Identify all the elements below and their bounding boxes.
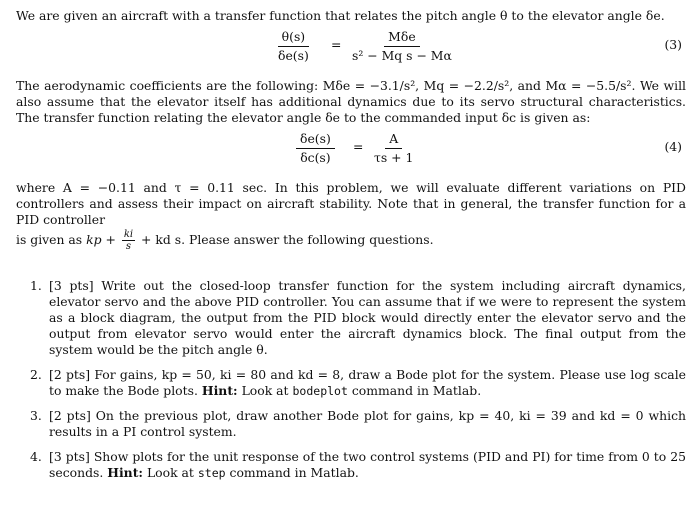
eq3-lhs-fraction: [274, 29, 313, 64]
question-1-marker: 1.: [30, 278, 42, 293]
pid-paragraph: [16, 180, 686, 228]
question-2-marker: 2.: [30, 367, 42, 382]
eq4-lhs-fraction: [296, 131, 335, 166]
question-1-text: Write out the closed-loop transfer function for the system including aircraft dynamics, elevator servo and the above PID controller. You can assume that if we were to represent the system as a block diagram, the output from the PID block would directly enter the elevator servo and the output from elevator servo would enter the aircraft dynamics block. The final output from the system would be the pitch angle θ.: [49, 278, 686, 357]
question-1: [16, 278, 686, 358]
eq4-rhs-denominator: τs + 1: [374, 150, 414, 165]
question-4-hint-code: step: [197, 466, 226, 480]
eq3-lhs-numerator: θ(s): [278, 29, 310, 47]
question-4-hint-pre: Look at: [146, 465, 194, 480]
eq3-lhs-denominator: δe(s): [278, 48, 309, 63]
intro-paragraph: We are given an aircraft with a transfer function that relates the pitch angle θ to the elevator angle δe.: [16, 8, 665, 23]
pid-formula-line: [16, 229, 686, 252]
question-4-hint-label: Hint:: [107, 465, 143, 480]
question-2-hint-pre: Look at: [241, 383, 289, 398]
question-2-hint-code: bodeplot: [292, 384, 348, 398]
pid-paragraph-text: where A = −0.11 and τ = 0.11 sec. In this problem, we will evaluate different variations on PID controllers and assess their impact on aircraft stability. Note that in general, the transfer function for a PID controller: [16, 180, 686, 227]
question-4-points: [3 pts]: [49, 449, 90, 464]
eq4-rhs-numerator: A: [385, 131, 402, 149]
eq4-lhs-denominator: δc(s): [300, 150, 331, 165]
eq4-lhs-numerator: δe(s): [296, 131, 335, 149]
question-2-text: For gains, kp = 50, ki = 80 and kd = 8, draw a Bode plot for the system. Please use log scale to make the Bode plots.: [49, 367, 686, 398]
question-3-points: [2 pts]: [49, 408, 91, 423]
eq3-number: (3): [664, 37, 682, 52]
question-2: [16, 367, 686, 399]
pid-formula-ki: ki: [123, 229, 134, 240]
question-3-marker: 3.: [30, 408, 42, 423]
question-4-marker: 4.: [30, 449, 42, 464]
eq4-number: (4): [664, 139, 682, 154]
question-4-text: Show plots for the unit response of the two control systems (PID and PI) for time from 0 to 25 seconds.: [49, 449, 686, 480]
equation-4: [16, 128, 686, 172]
eq3-rhs-fraction: [348, 29, 456, 64]
question-3-text: On the previous plot, draw another Bode plot for gains, kp = 40, ki = 39 and kd = 0 which results in a PI control system.: [49, 408, 686, 439]
eq4-rhs-fraction: [370, 131, 417, 166]
pid-formula-pre: is given as: [16, 232, 83, 247]
question-4-hint-post: command in Matlab.: [229, 465, 359, 480]
question-3: [16, 408, 686, 440]
question-2-hint-post: command in Matlab.: [351, 383, 482, 398]
question-4: [16, 449, 686, 481]
question-1-points: [3 pts]: [49, 278, 94, 293]
eq4-equals: =: [353, 139, 364, 154]
eq3-rhs-denominator: s² − Mq s − Mα: [352, 48, 452, 63]
questions-list: [16, 278, 686, 481]
question-2-points: [2 pts]: [49, 367, 91, 382]
coefficients-paragraph: The aerodynamic coefficients are the following: Mδe = −3.1/s², Mq = −2.2/s², and Mα = −5.5/s². We will also assume that the elevator itself has additional dynamics due to its servo structural characteristics. The transfer function relating the elevator angle δe to the commanded input δc is given as:: [16, 78, 686, 125]
pid-formula-post: + kd s. Please answer the following questions.: [141, 232, 434, 247]
pid-formula-kp: kp +: [86, 232, 116, 247]
pid-formula-integral-fraction: [122, 229, 135, 252]
question-2-hint-label: Hint:: [201, 383, 238, 398]
pid-formula-s: s: [125, 241, 132, 252]
eq3-rhs-numerator: Mδe: [384, 29, 419, 47]
equation-3: [16, 26, 686, 70]
eq3-equals: =: [331, 37, 342, 52]
